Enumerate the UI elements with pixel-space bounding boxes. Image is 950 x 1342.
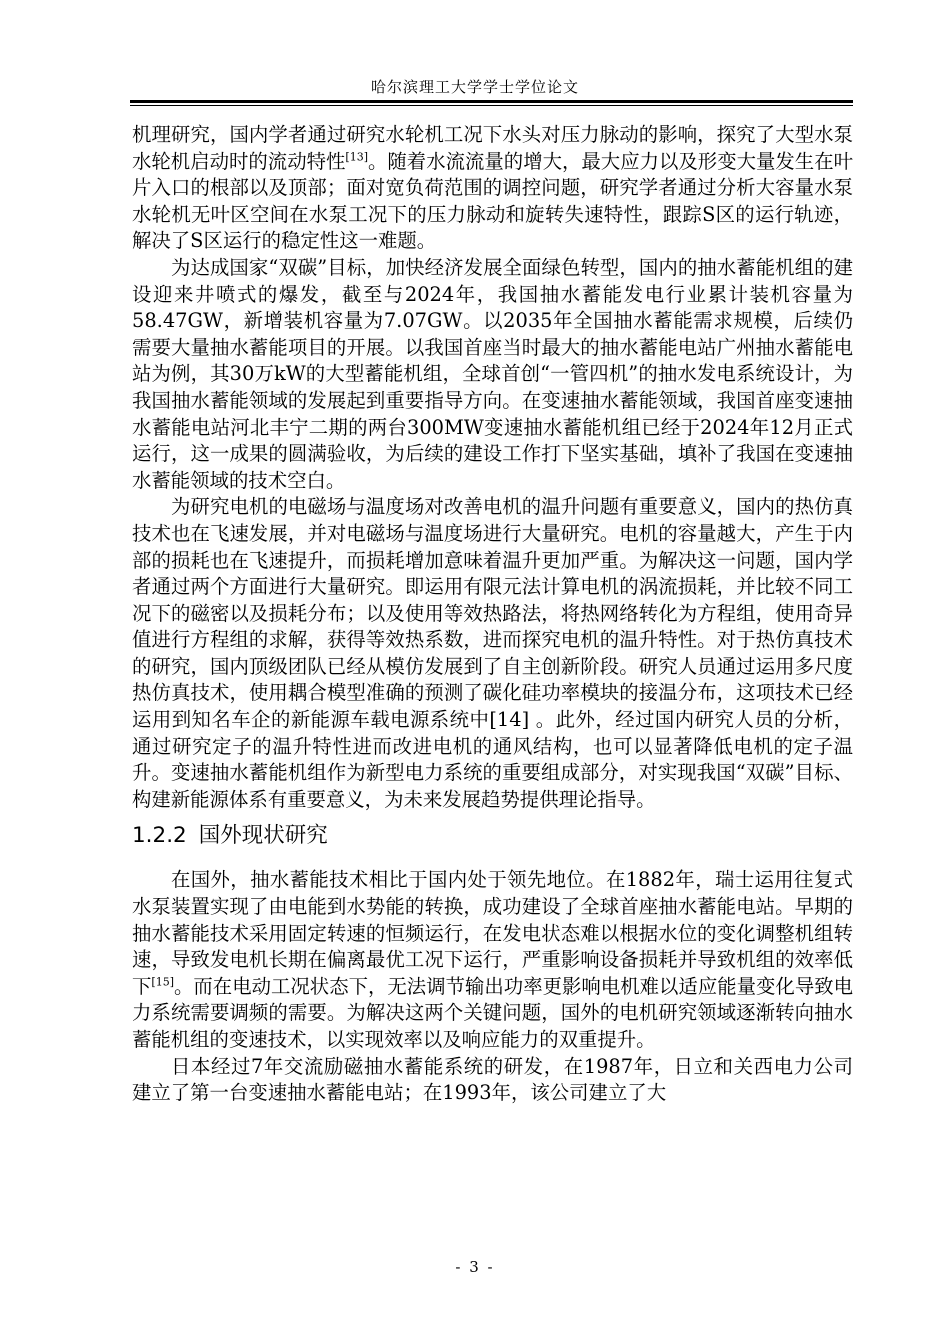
- section-title: 国外现状研究: [198, 823, 328, 849]
- page-body: [132, 122, 853, 1107]
- section-heading: [132, 821, 853, 851]
- section-number: 1.2.2: [132, 823, 187, 849]
- page-number: - 3 -: [455, 1258, 495, 1276]
- paragraph-4: 在国外，抽水蓄能技术相比于国内处于领先地位。在1882年，瑞士运用往复式水泵装置实现了由电能到水势能的转换，成功建设了全球首座抽水蓄能电站。早期的抽水蓄能技术采用固定转速的恒频运行，在发电状态难以根据水位的变化调整机组转速，导致发电机长期在偏离最优工况下运行，严重影响设备损耗并导致机组的效率低下[15]。而在电动工况状态下，无法调节输出功率更影响电机难以适应能量变化导致电力系统需要调频的需要。为解决这两个关键问题，国外的电机研究领域逐渐转向抽水蓄能机组的变速技术，以实现效率以及响应能力的双重提升。: [132, 868, 854, 1051]
- paragraph-3: 为研究电机的电磁场与温度场对改善电机的温升问题有重要意义，国内的热仿真技术也在飞速发展，并对电磁场与温度场进行大量研究。电机的容量越大，产生于内部的损耗也在飞速提升，而损耗增加意味着温升更加严重。为解决这一问题，国内学者通过两个方面进行大量研究。即运用有限元法计算电机的涡流损耗，并比较不同工况下的磁密以及损耗分布；以及使用等效热路法，将热网络转化为方程组，使用奇异值进行方程组的求解，获得等效热系数，进而探究电机的温升特性。对于热仿真技术的研究，国内顶级团队已经从模仿发展到了自主创新阶段。研究人员通过运用多尺度热仿真技术，使用耦合模型准确的预测了碳化硅功率模块的接温分布，这项技术已经运用到知名车企的新能源车载电源系统中[14] 。此外，经过国内研究人员的分析，通过研究定子的温升特性进而改进电机的通风结构，也可以显著降低电机的定子温升。变速抽水蓄能机组作为新型电力系统的重要组成部分，对实现我国“双碳”目标、构建新能源体系有重要意义，为未来发展趋势提供理论指导。: [132, 495, 853, 811]
- header-rule-thin: [130, 105, 853, 106]
- citation-13: [13]: [345, 150, 368, 164]
- header-rule-thick: [130, 100, 853, 103]
- paragraph-2: 为达成国家“双碳”目标，加快经济发展全面绿色转型，国内的抽水蓄能机组的建设迎来井喷式的爆发，截至与2024年，我国抽水蓄能发电行业累计装机容量为58.47GW，新增装机容量为7.07GW。以2035年全国抽水蓄能需求规模，后续仍需要大量抽水蓄能项目的开展。以我国首座当时最大的抽水蓄能电站广州抽水蓄能电站为例，其30万kW的大型蓄能机组，全球首创“一管四机”的抽水发电系统设计，为我国抽水蓄能领域的发展起到重要指导方向。在变速抽水蓄能领域，我国首座变速抽水蓄能电站河北丰宁二期的两台300MW变速抽水蓄能机组已经于2024年12月正式运行，这一成果的圆满验收，为后续的建设工作打下坚实基础，填补了我国在变速抽水蓄能领域的技术空白。: [132, 255, 853, 492]
- citation-15: [15]: [151, 975, 174, 989]
- paragraph-1: 机理研究，国内学者通过研究水轮机工况下水头对压力脉动的影响，探究了大型水泵水轮机启动时的流动特性[13]。随着水流流量的增大，最大应力以及形变大量发生在叶片入口的根部以及顶部；面对宽负荷范围的调控问题，研究学者通过分析大容量水泵水轮机无叶区空间在水泵工况下的压力脉动和旋转失速特性，跟踪S区的运行轨迹，解决了S区运行的稳定性这一难题。: [132, 123, 854, 253]
- running-header: 哈尔滨理工大学学士学位论文: [370, 78, 579, 96]
- paragraph-5: 日本经过7年交流励磁抽水蓄能系统的研发，在1987年，日立和关西电力公司建立了第一台变速抽水蓄能电站；在1993年，该公司建立了大: [132, 1054, 853, 1105]
